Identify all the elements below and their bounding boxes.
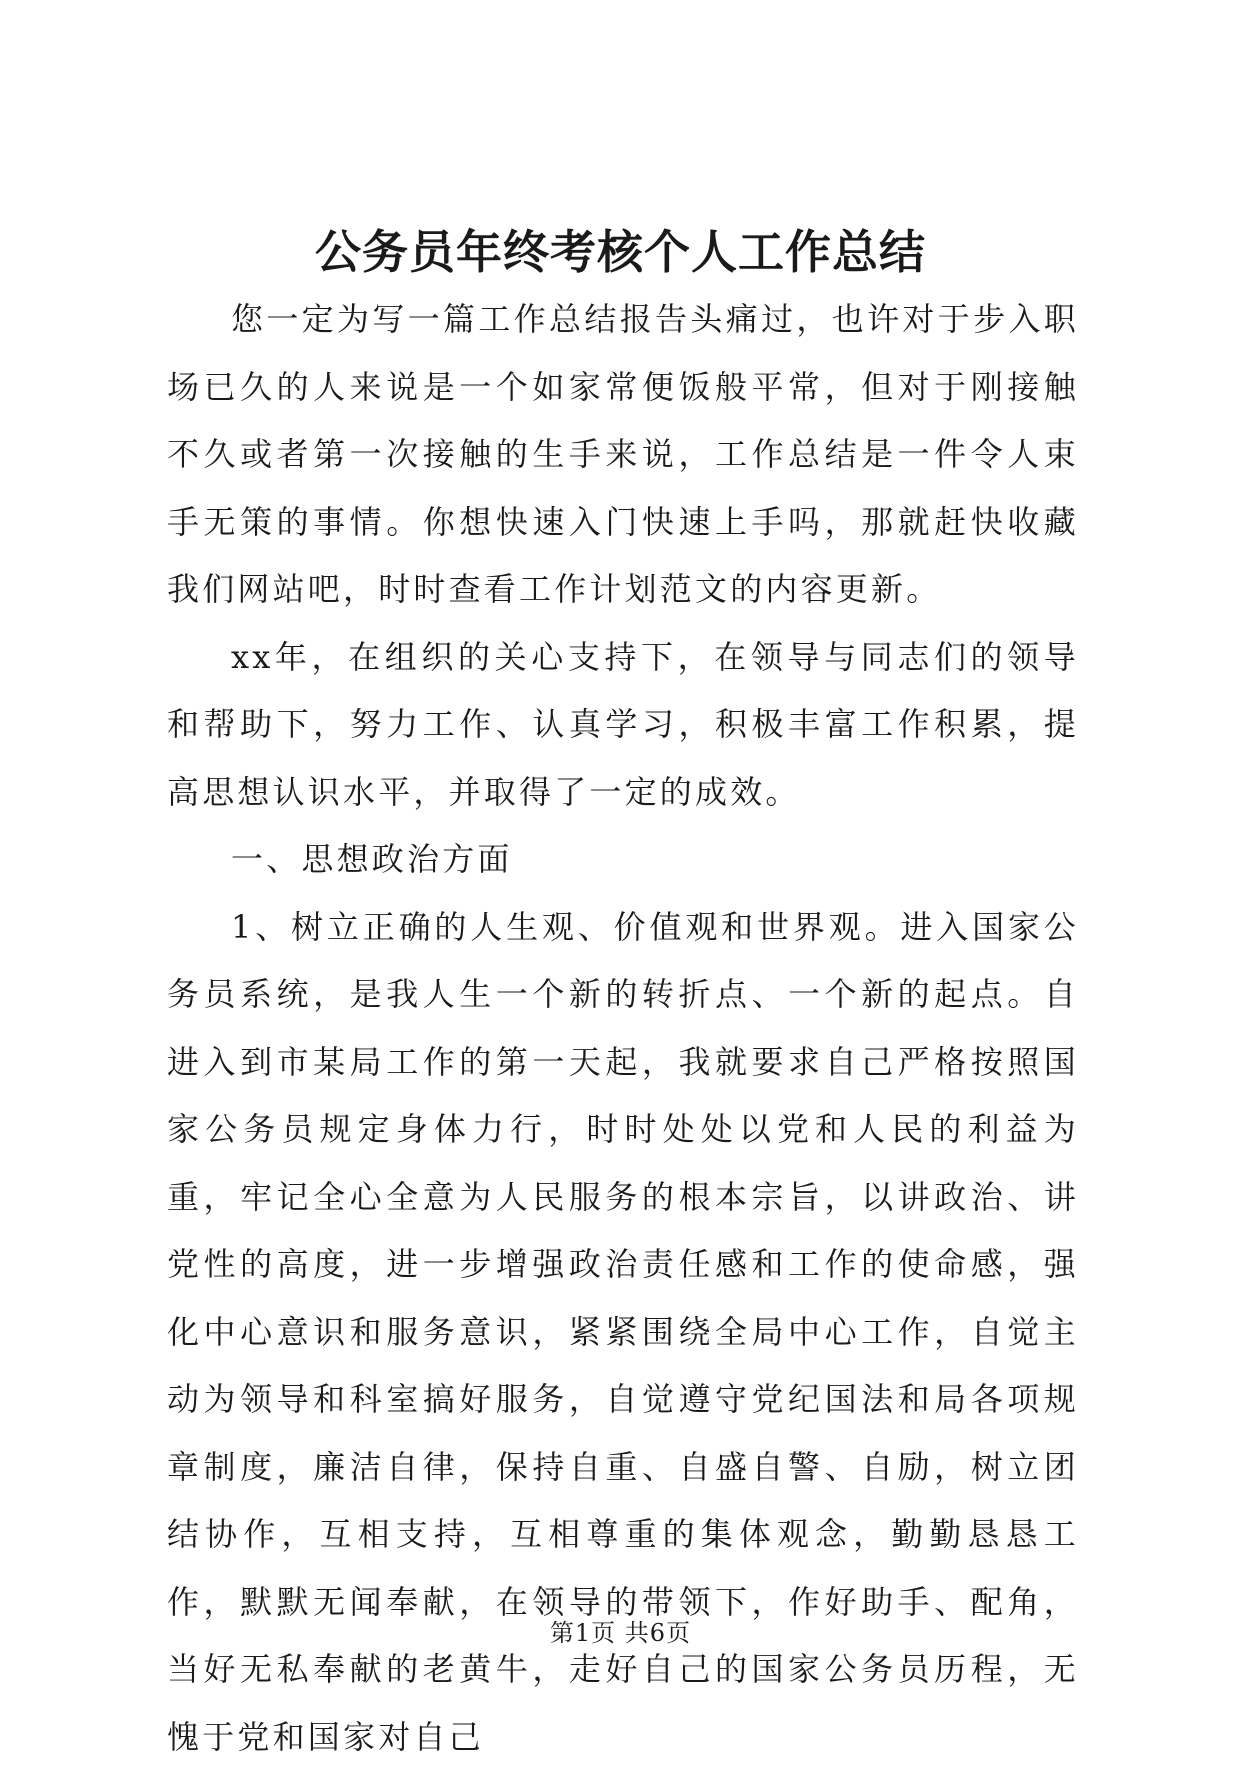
document-body	[167, 286, 1079, 1771]
paragraph-intro: 您一定为写一篇工作总结报告头痛过，也许对于步入职场已久的人来说是一个如家常便饭般平常，但对于刚接触不久或者第一次接触的生手来说，工作总结是一件令人束手无策的事情。你想快速入门快速上手吗，那就赶快收藏我们网站吧，时时查看工作计划范文的内容更新。	[167, 286, 1079, 624]
section-heading-political: 一、思想政治方面	[167, 826, 1079, 894]
page-footer: 第1页 共6页	[0, 1618, 1241, 1648]
paragraph-summary: xx年，在组织的关心支持下，在领导与同志们的领导和帮助下，努力工作、认真学习，积极丰富工作积累，提高思想认识水平，并取得了一定的成效。	[167, 624, 1079, 827]
paragraph-point-1: 1、树立正确的人生观、价值观和世界观。进入国家公务员系统，是我人生一个新的转折点、一个新的起点。自进入到市某局工作的第一天起，我就要求自己严格按照国家公务员规定身体力行，时时处处以党和人民的利益为重，牢记全心全意为人民服务的根本宗旨，以讲政治、讲党性的高度，进一步增强政治责任感和工作的使命感，强化中心意识和服务意识，紧紧围绕全局中心工作，自觉主动为领导和科室搞好服务，自觉遵守党纪国法和局各项规章制度，廉洁自律，保持自重、自盛自警、自励，树立团结协作，互相支持，互相尊重的集体观念，勤勤恳恳工作，默默无闻奉献，在领导的带领下，作好助手、配角，当好无私奉献的老黄牛，走好自己的国家公务员历程，无愧于党和国家对自己	[167, 894, 1079, 1771]
document-title: 公务员年终考核个人工作总结	[0, 222, 1241, 282]
